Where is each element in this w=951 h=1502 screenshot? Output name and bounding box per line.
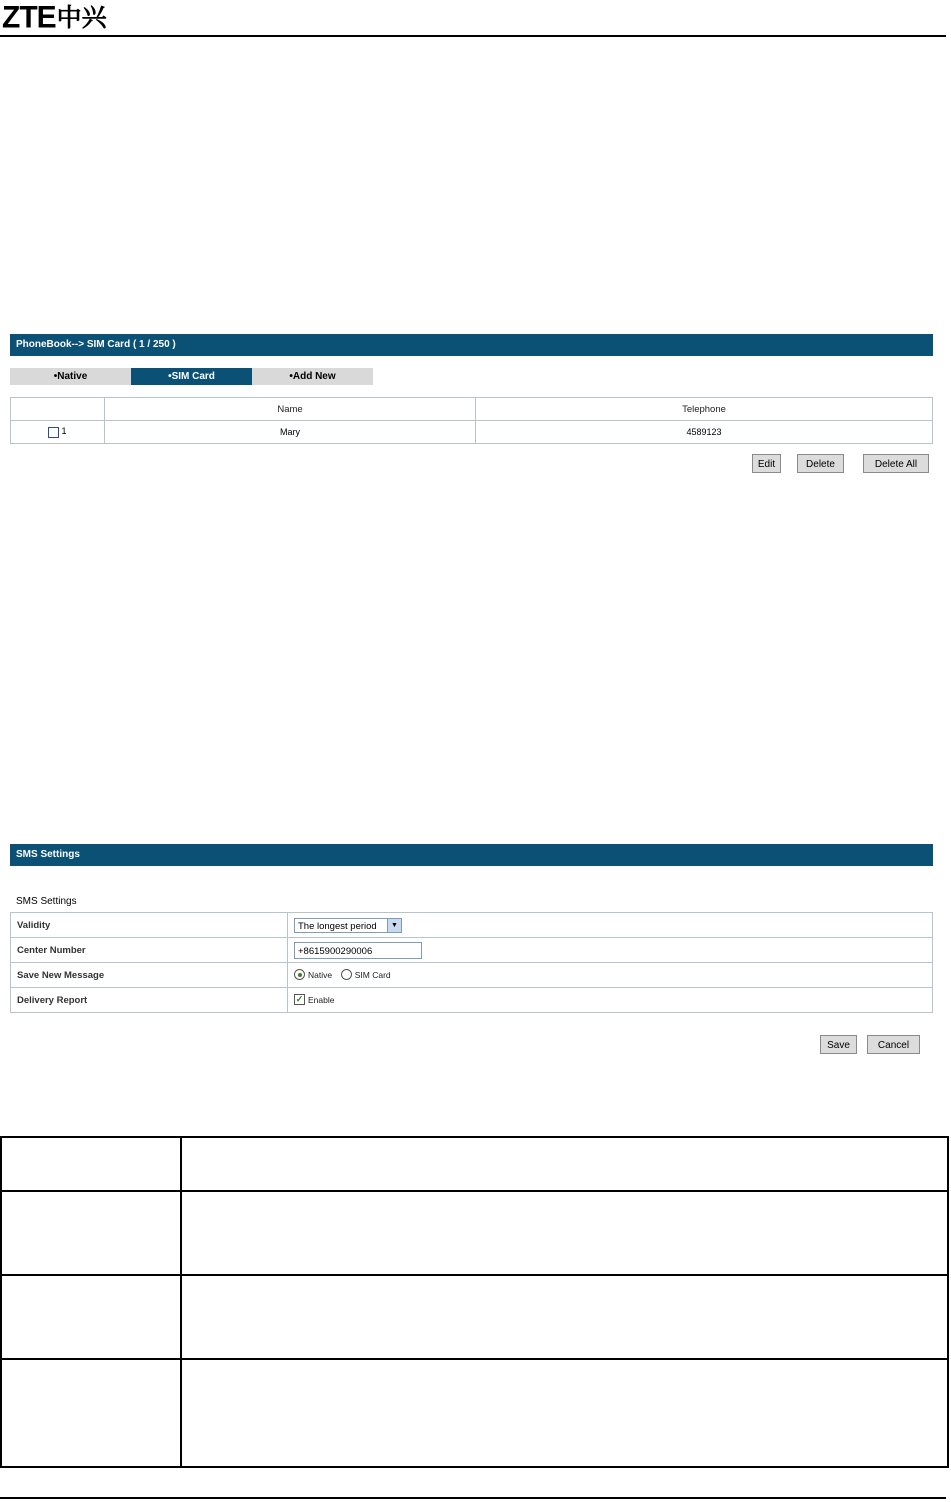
delivery-report-row [11,988,933,1013]
select-column-header [11,398,105,421]
row-select-cell [11,421,105,444]
footer-divider [0,1497,946,1499]
delete-all-button[interactable]: Delete All [863,454,929,473]
phonebook-title-bar: PhoneBook--> SIM Card ( 1 / 250 ) [10,334,933,356]
row-checkbox[interactable] [48,427,59,438]
radio-sim-card[interactable] [341,969,352,980]
delivery-report-cell [288,988,933,1013]
validity-select[interactable] [294,918,402,933]
table-cell [181,1275,948,1359]
tab-sim-card[interactable]: •SIM Card [131,368,252,385]
logo-chinese: 中兴 [56,3,107,32]
save-button[interactable]: Save [820,1035,857,1054]
validity-label: Validity [11,913,288,938]
tab-add-new[interactable]: •Add New [252,368,373,385]
delivery-report-label: Delivery Report [11,988,288,1013]
table-row [11,421,933,444]
delivery-report-checkbox-label: Enable [308,994,335,1005]
sms-settings-table [10,912,933,1013]
center-number-label: Center Number [11,938,288,963]
table-cell [1,1191,181,1275]
validity-cell [288,913,933,938]
delivery-report-checkbox[interactable]: ✓ [295,994,304,1005]
tab-native[interactable]: •Native [10,368,131,385]
save-new-message-label: Save New Message [11,963,288,988]
table-row [1,1359,948,1467]
table-cell [181,1137,948,1191]
delete-button[interactable]: Delete [797,454,844,473]
logo-latin: ZTE [2,0,56,35]
sms-settings-subtitle: SMS Settings [16,896,77,907]
zte-logo [2,0,107,34]
table-row [1,1275,948,1359]
phonebook-tabs [10,368,373,385]
name-column-header: Name [105,398,476,421]
table-cell [1,1275,181,1359]
table-cell [181,1191,948,1275]
table-cell [181,1359,948,1467]
telephone-column-header: Telephone [476,398,933,421]
table-row [1,1137,948,1191]
save-new-message-row [11,963,933,988]
edit-button[interactable]: Edit [752,454,781,473]
document-table [0,1136,949,1468]
radio-native[interactable] [294,969,305,980]
row-name: Mary [105,421,476,444]
center-number-row [11,938,933,963]
validity-row [11,913,933,938]
table-cell [1,1137,181,1191]
table-header-row [11,398,933,421]
chevron-down-icon[interactable]: ▼ [387,919,401,932]
center-number-input[interactable]: +8615900290006 [294,942,422,959]
phonebook-table [10,397,933,444]
radio-native-label: Native [308,969,333,980]
header-divider [0,35,946,37]
row-telephone: 4589123 [476,421,933,444]
table-cell [1,1359,181,1467]
table-row [1,1191,948,1275]
cancel-button[interactable]: Cancel [867,1035,920,1054]
validity-value: The longest period [298,920,377,932]
row-index: 1 [61,426,67,437]
center-number-cell [288,938,933,963]
save-new-message-cell [288,963,933,988]
sms-settings-title-bar: SMS Settings [10,844,933,866]
radio-sim-card-label: SIM Card [354,969,391,980]
